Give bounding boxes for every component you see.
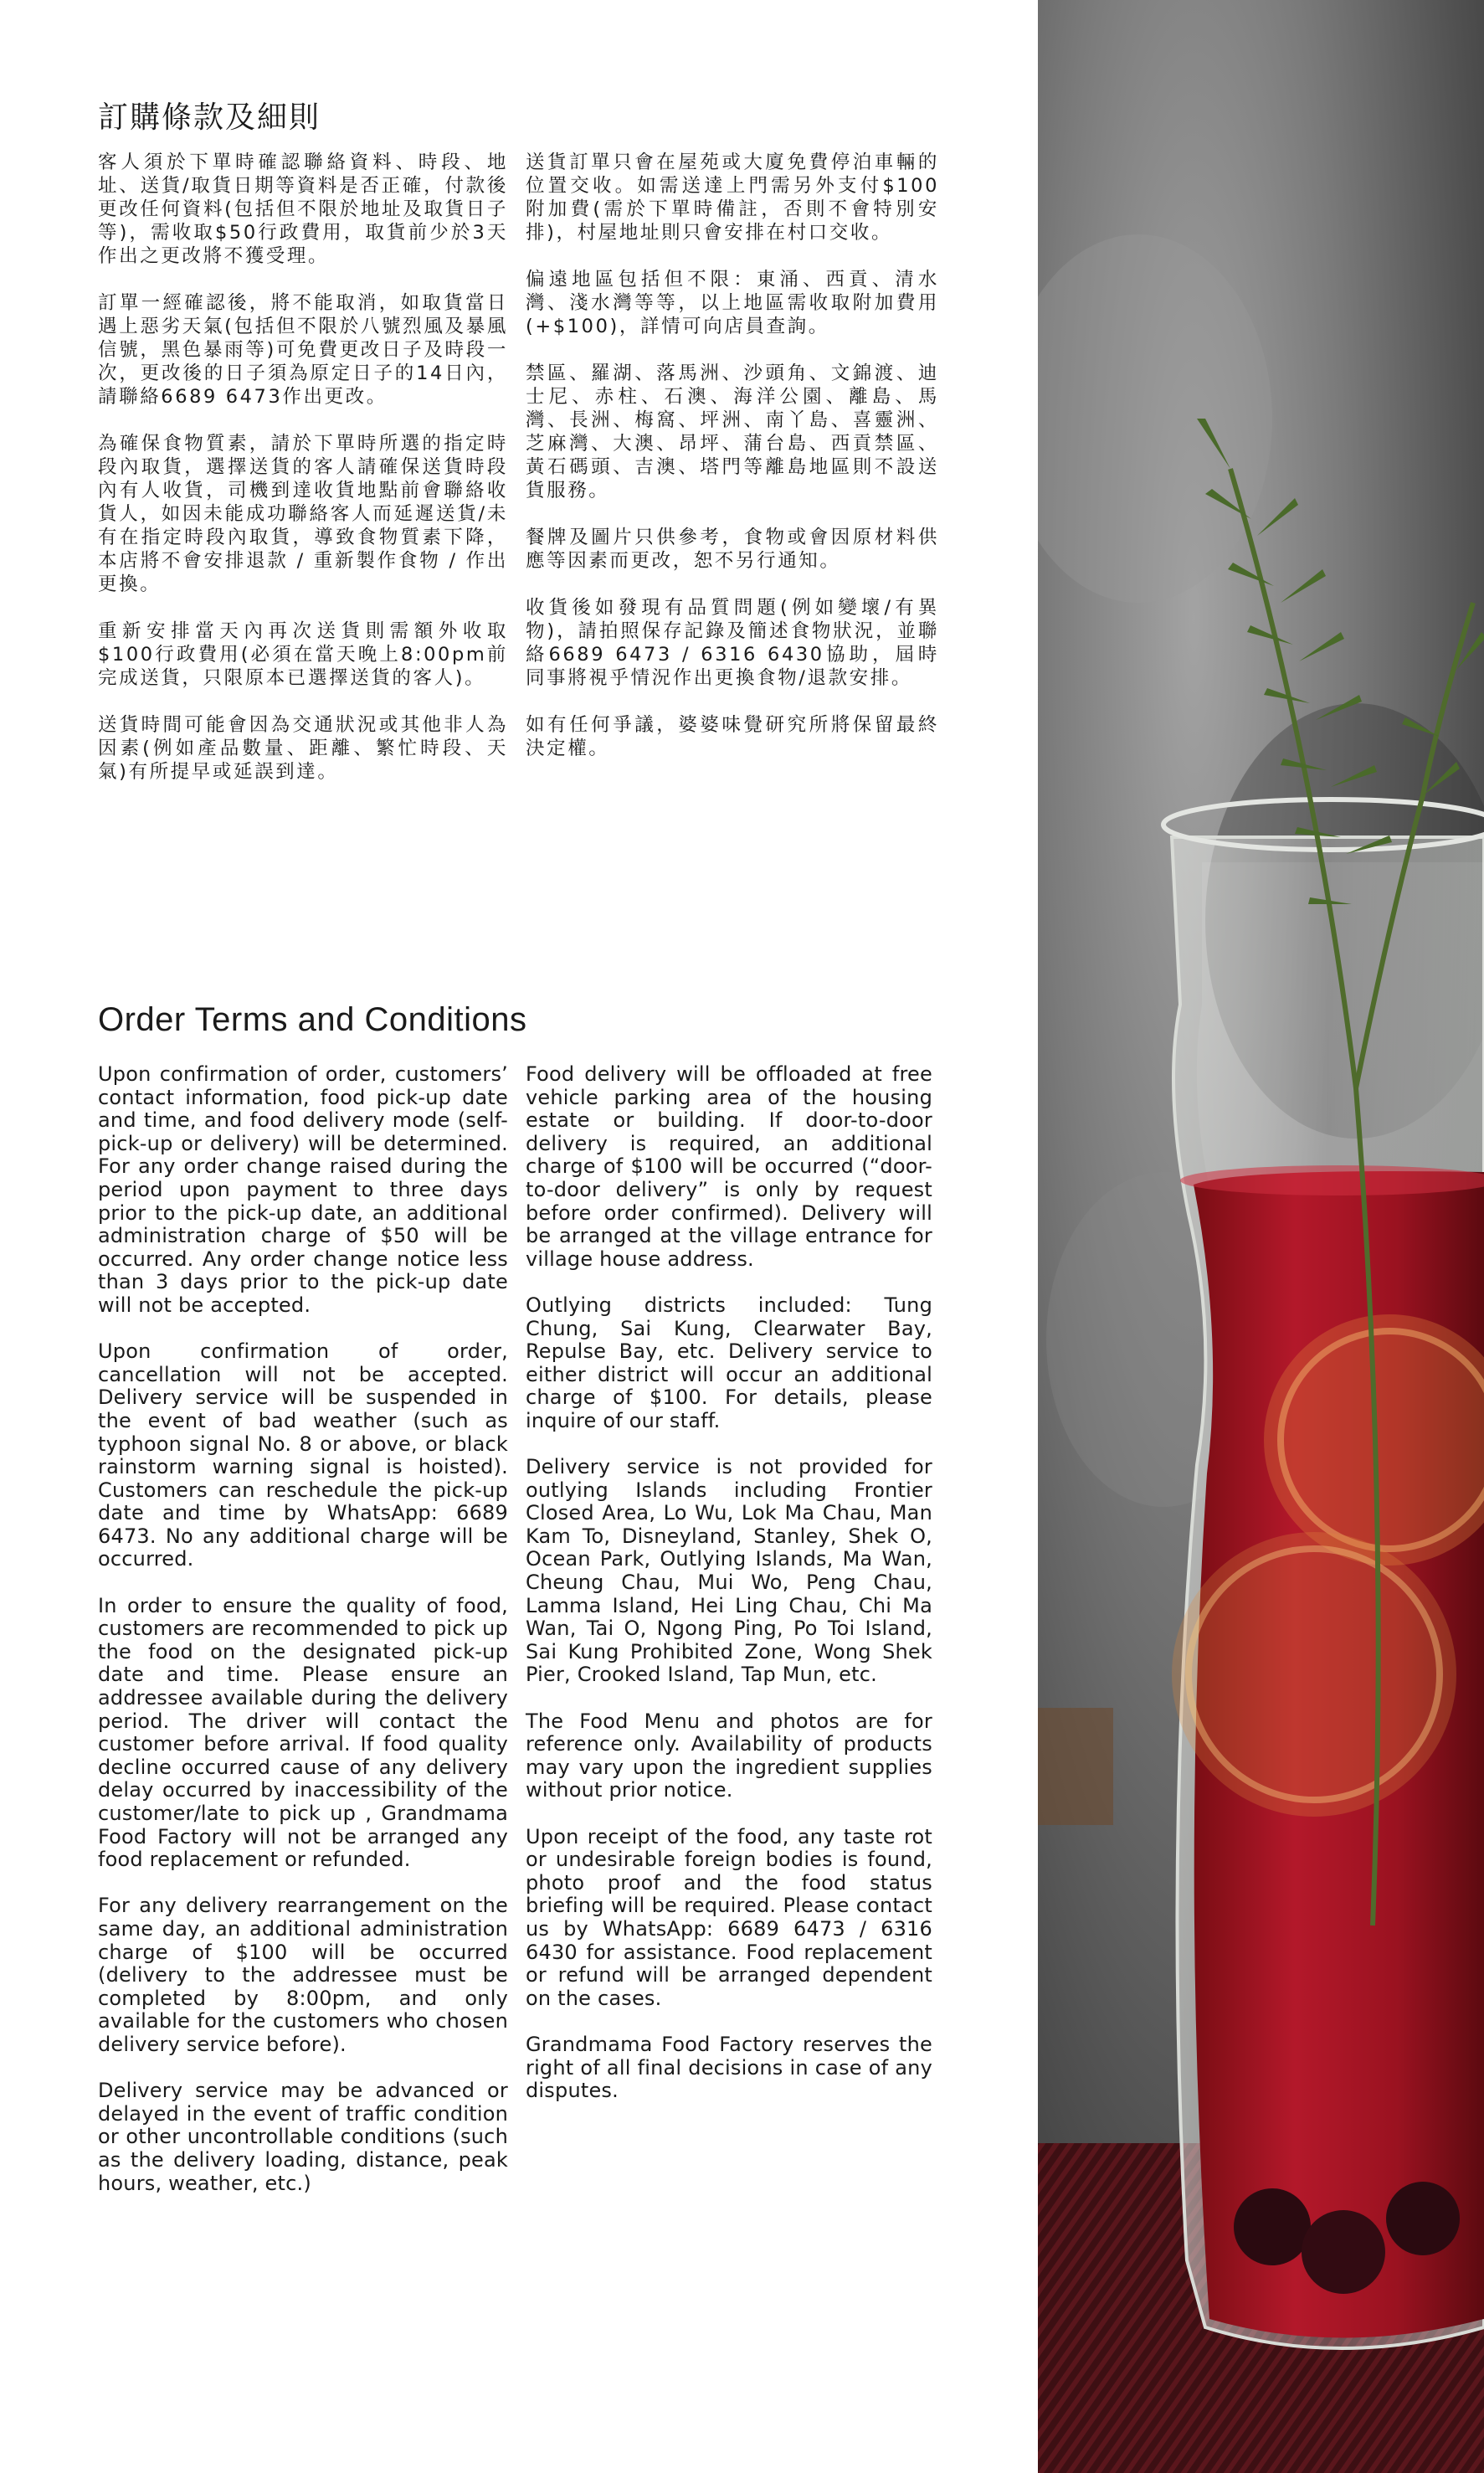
chinese-column-left <box>98 151 508 784</box>
chinese-paragraph: 送貨時間可能會因為交通狀況或其他非人為因素(例如產品數量、距離、繁忙時段、天氣)有所提早或延誤到達。 <box>98 714 508 783</box>
english-column-right <box>526 1063 932 2103</box>
chinese-paragraph: 客人須於下單時確認聯絡資料、時段、地址、送貨/取貨日期等資料是否正確，付款後更改任何資料(包括但不限於地址及取貨日子等)，需收取$50行政費用，取貨前少於3天作出之更改將不獲受理。 <box>98 152 508 267</box>
chinese-paragraph: 餐牌及圖片只供參考，食物或會因原材料供應等因素而更改，恕不另行通知。 <box>526 527 939 572</box>
english-paragraph: Upon receipt of the food, any taste rot or undesirable foreign bodies is found, photo proof and the food status briefing will be required. Please contact us by WhatsApp: 6689 6473 / 6316 6430 for assistance. Food replacement or refund will be arranged dependent on the cases. <box>526 1824 932 2010</box>
chinese-column-right <box>526 151 939 760</box>
chinese-paragraph: 收貨後如發現有品質問題(例如變壞/有異物)，請拍照保存記錄及簡述食物狀況，並聯絡6689 6473 / 6316 6430協助，屆時同事將視乎情況作出更換食物/退款安排。 <box>526 597 939 689</box>
english-title: Order Terms and Conditions <box>98 1001 527 1038</box>
chinese-paragraph: 為確保食物質素，請於下單時所選的指定時段內取貨，選擇送貨的客人請確保送貨時段內有人收貨，司機到達收貨地點前會聯絡收貨人，如因未能成功聯絡客人而延遲送貨/未有在指定時段內取貨，導致食物質素下降，本店將不會安排退款 / 重新製作食物 / 作出更換。 <box>98 433 508 595</box>
english-paragraph: The Food Menu and photos are for reference only. Availability of products may vary upon the ingredient supplies without prior notice. <box>526 1709 932 1802</box>
drink-photo-illustration <box>1038 0 1484 2473</box>
english-paragraph: Food delivery will be offloaded at free vehicle parking area of the housing estate or building. If door-to-door delivery is required, an additional charge of $100 will be occurred (“door-to-door delivery” is only by request before order confirmed). Delivery will be arranged at the village entrance for village house address. <box>526 1062 932 1271</box>
chinese-paragraph: 重新安排當天內再次送貨則需額外收取$100行政費用(必須在當天晚上8:00pm前完成送貨，只限原本已選擇送貨的客人)。 <box>98 620 508 689</box>
english-paragraph: Outlying districts included: Tung Chung, Sai Kung, Clearwater Bay, Repulse Bay, etc. Delivery service to either district will occur an additional charge of $100. For details, please inquire of our staff. <box>526 1293 932 1432</box>
chinese-paragraph: 送貨訂單只會在屋苑或大廈免費停泊車輛的位置交收。如需送達上門需另外支付$100附加費(需於下單時備註，否則不會特別安排)，村屋地址則只會安排在村口交收。 <box>526 152 939 244</box>
chinese-paragraph: 禁區、羅湖、落馬洲、沙頭角、文錦渡、迪士尼、赤柱、石澳、海洋公園、離島、馬灣、長洲、梅窩、坪洲、南丫島、喜靈洲、芝麻灣、大澳、昂坪、蒲台島、西貢禁區、黃石碼頭、吉澳、塔門等離島地區則不設送貨服務。 <box>526 362 939 501</box>
english-column-left <box>98 1063 508 2195</box>
chinese-paragraph: 如有任何爭議，婆婆味覺研究所將保留最終決定權。 <box>526 714 939 759</box>
chinese-paragraph: 訂單一經確認後，將不能取消，如取貨當日遇上惡劣天氣(包括但不限於八號烈風及暴風信號，黑色暴雨等)可免費更改日子及時段一次，更改後的日子須為原定日子的14日內，請聯絡6689 6473作出更改。 <box>98 292 508 408</box>
drink-carafe-photo <box>1038 0 1484 2473</box>
english-paragraph: Upon confirmation of order, cancellation will not be accepted. Delivery service will be suspended in the event of bad weather (such as typhoon signal No. 8 or above, or black rainstorm warning signal is hoisted). Customers can reschedule the pick-up date and time by WhatsApp: 6689 6473. No any additional charge will be occurred. <box>98 1339 508 1571</box>
english-paragraph: Delivery service is not provided for outlying Islands including Frontier Closed Area, Lo Wu, Lok Ma Chau, Man Kam To, Disneyland, Stanley, Shek O, Ocean Park, Outlying Islands, Ma Wan, Cheung Chau, Mui Wo, Peng Chau, Lamma Island, Hei Ling Chau, Chi Ma Wan, Tai O, Ngong Ping, Po Toi Island, Sai Kung Prohibited Zone, Wong Shek Pier, Crooked Island, Tap Mun, etc. <box>526 1455 932 1687</box>
english-paragraph: In order to ensure the quality of food, customers are recommended to pick up the food on the designated pick-up date and time. Please ensure an addressee available during the delivery period. The driver will contact the customer before arrival. If food quality decline occurred cause of any delivery delay occurred by inaccessibility of the customer/late to pick up , Grandmama Food Factory will not be arranged any food replacement or refunded. <box>98 1593 508 1872</box>
english-paragraph: Grandmama Food Factory reserves the right of all final decisions in case of any disputes. <box>526 2032 932 2103</box>
english-paragraph: Delivery service may be advanced or delayed in the event of traffic condition or other uncontrollable conditions (such as the delivery loading, distance, peak hours, weather, etc.) <box>98 2079 508 2195</box>
chinese-title: 訂購條款及細則 <box>98 100 321 135</box>
english-paragraph: Upon confirmation of order, customers’ contact information, food pick-up date and time, and food delivery mode (self-pick-up or delivery) will be determined. For any order change raised during the period upon payment to three days prior to the pick-up date, an additional administration charge of $50 will be occurred. Any order change notice less than 3 days prior to the pick-up date will not be accepted. <box>98 1062 508 1317</box>
chinese-paragraph: 偏遠地區包括但不限：東涌、西貢、清水灣、淺水灣等等，以上地區需收取附加費用(+$100)，詳情可向店員查詢。 <box>526 269 939 337</box>
english-paragraph: For any delivery rearrangement on the same day, an additional administration charge of $100 will be occurred (delivery to the addressee must be completed by 8:00pm, and only available for the customers who chosen delivery service before). <box>98 1894 508 2056</box>
